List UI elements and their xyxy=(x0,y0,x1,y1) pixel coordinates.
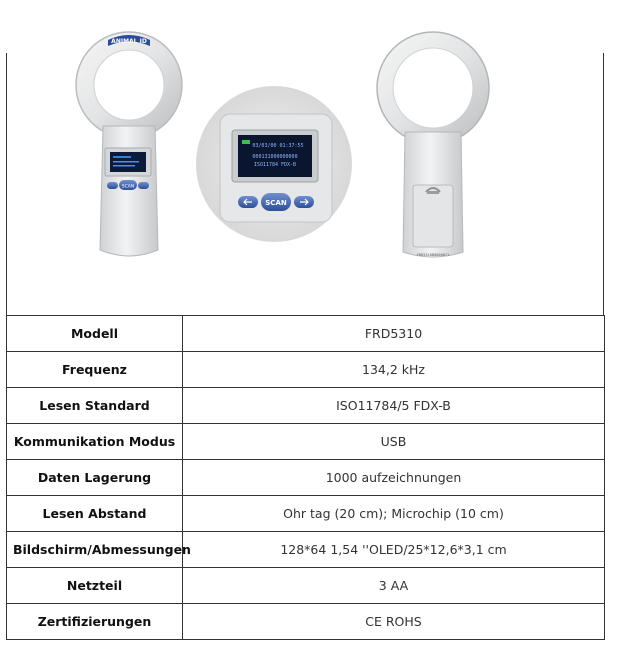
screen-datetime: 03/03/00 01:37:55 xyxy=(252,143,304,149)
middle-closeup-photo xyxy=(196,86,352,242)
table-row xyxy=(7,532,605,568)
spec-value: 1000 aufzeichnungen xyxy=(183,460,605,496)
table-row xyxy=(7,604,605,640)
spec-label: Lesen Abstand xyxy=(7,496,183,532)
spec-label: Daten Lagerung xyxy=(7,460,183,496)
spec-value: 134,2 kHz xyxy=(183,352,605,388)
table-row xyxy=(7,388,605,424)
table-row xyxy=(7,352,605,388)
spec-value: USB xyxy=(183,424,605,460)
screen-chip-id: 000131000000000 xyxy=(252,154,298,160)
back-serial-label: FRD5310B0000071 xyxy=(416,253,450,257)
spec-label: Zertifizierungen xyxy=(7,604,183,640)
spec-value: ISO11784/5 FDX-B xyxy=(183,388,605,424)
table-row xyxy=(7,316,605,352)
spec-label: Frequenz xyxy=(7,352,183,388)
spec-label: Netzteil xyxy=(7,568,183,604)
table-row xyxy=(7,496,605,532)
table-row xyxy=(7,424,605,460)
spec-label: Kommunikation Modus xyxy=(7,424,183,460)
table-row xyxy=(7,460,605,496)
middle-scan-button-label: SCAN xyxy=(265,199,287,207)
spec-label: Modell xyxy=(7,316,183,352)
left-scan-button-label: SCAN xyxy=(121,184,135,190)
spec-value: 3 AA xyxy=(183,568,605,604)
spec-value: FRD5310 xyxy=(183,316,605,352)
spec-value: CE ROHS xyxy=(183,604,605,640)
table-row xyxy=(7,568,605,604)
spec-table xyxy=(6,315,605,640)
screen-standard: ISO11784 FDX-B xyxy=(253,162,297,168)
animal-id-label: ANIMAL ID xyxy=(111,38,147,45)
spec-label: Lesen Standard xyxy=(7,388,183,424)
left-device-photo xyxy=(76,32,182,256)
product-photos xyxy=(0,0,622,315)
spec-value: 128*64 1,54 ''OLED/25*12,6*3,1 cm xyxy=(183,532,605,568)
spec-label: Bildschirm/Abmessungen xyxy=(7,532,183,568)
spec-value: Ohr tag (20 cm); Microchip (10 cm) xyxy=(183,496,605,532)
right-device-photo xyxy=(377,32,489,257)
